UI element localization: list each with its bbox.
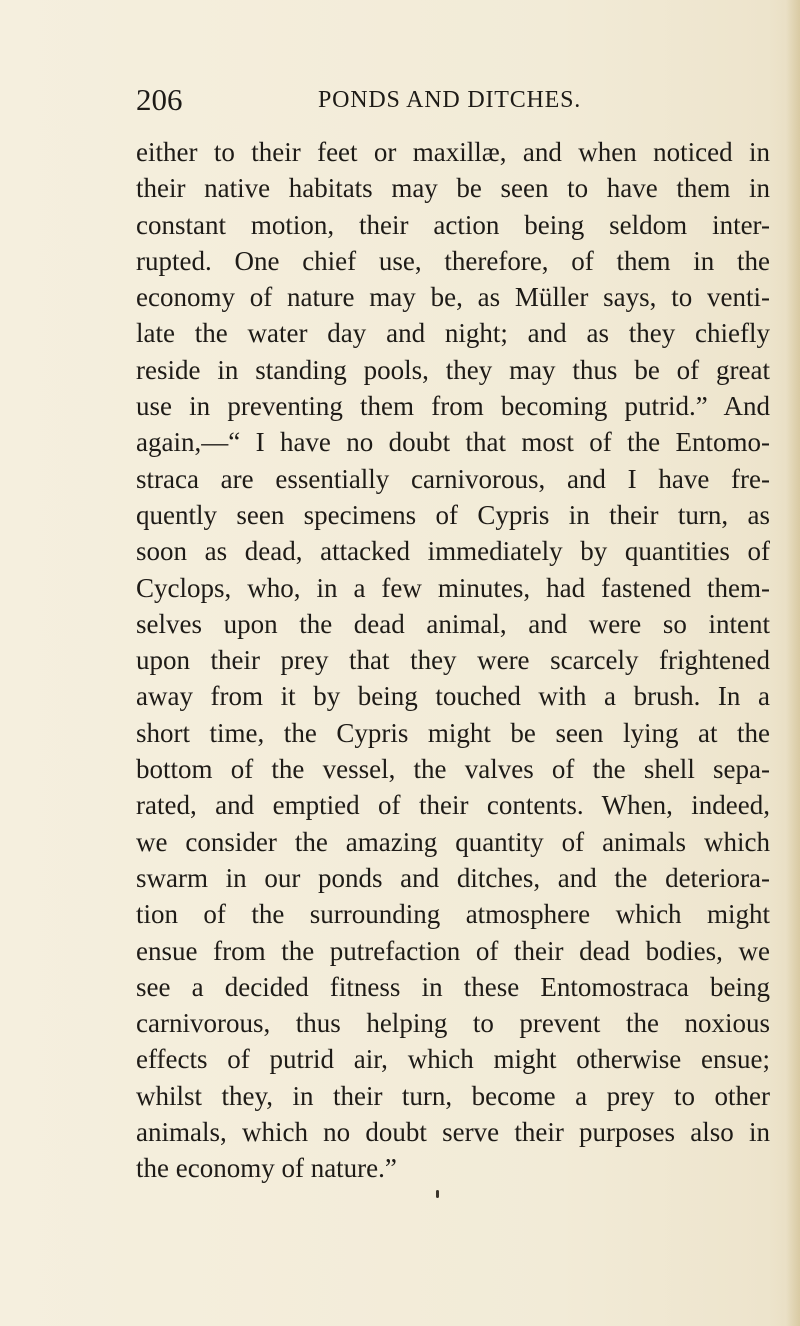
text-line: the economy of nature.”	[136, 1153, 397, 1184]
text-line: Cyclops, who, in a few minutes, had fastened them-	[136, 572, 770, 603]
text-line: see a decided fitness in these Entomostraca being	[136, 971, 770, 1002]
text-line: their native habitats may be seen to have them in	[136, 173, 770, 204]
running-head: PONDS AND DITCHES.	[318, 87, 582, 113]
text-line: short time, the Cypris might be seen lying at the	[136, 717, 770, 748]
text-line: rated, and emptied of their contents. When, indeed,	[136, 790, 770, 821]
text-line: selves upon the dead animal, and were so intent	[136, 608, 770, 639]
page-number: 206	[136, 82, 183, 117]
text-line: we consider the amazing quantity of animals which	[136, 826, 770, 857]
text-line: straca are essentially carnivorous, and I have fre-	[136, 463, 770, 494]
text-line: economy of nature may be, as Müller says, to venti-	[136, 282, 770, 313]
page-edge-shadow	[786, 0, 800, 1326]
text-line: reside in standing pools, they may thus be of great	[136, 354, 770, 385]
text-line: late the water day and night; and as they chiefly	[136, 318, 770, 349]
text-line: effects of putrid air, which might otherwise ensue;	[136, 1044, 770, 1075]
text-line: rupted. One chief use, therefore, of them in the	[136, 245, 770, 276]
text-line: whilst they, in their turn, become a prey to other	[136, 1080, 770, 1111]
text-line: ensue from the putrefaction of their dead bodies, we	[136, 935, 770, 966]
text-line: constant motion, their action being seldom inter-	[136, 209, 770, 240]
text-line: bottom of the vessel, the valves of the shell sepa-	[136, 754, 770, 785]
text-line: use in preventing them from becoming putrid.” And	[136, 391, 770, 422]
text-line: either to their feet or maxillæ, and when noticed in	[136, 137, 770, 167]
text-line: swarm in our ponds and ditches, and the deteriora-	[136, 862, 770, 893]
body-text	[136, 134, 770, 1187]
text-line: away from it by being touched with a brush. In a	[136, 681, 770, 712]
text-line: again,—“ I have no doubt that most of the Entomo-	[136, 427, 770, 458]
text-line: soon as dead, attacked immediately by quantities of	[136, 536, 770, 567]
page-header	[0, 80, 800, 120]
ink-speck	[436, 1190, 439, 1198]
text-line: animals, which no doubt serve their purposes also in	[136, 1117, 770, 1148]
text-line: upon their prey that they were scarcely frightened	[136, 645, 770, 676]
text-line: quently seen specimens of Cypris in their turn, as	[136, 499, 770, 530]
text-line: tion of the surrounding atmosphere which might	[136, 899, 770, 930]
text-line: carnivorous, thus helping to prevent the noxious	[136, 1008, 770, 1039]
